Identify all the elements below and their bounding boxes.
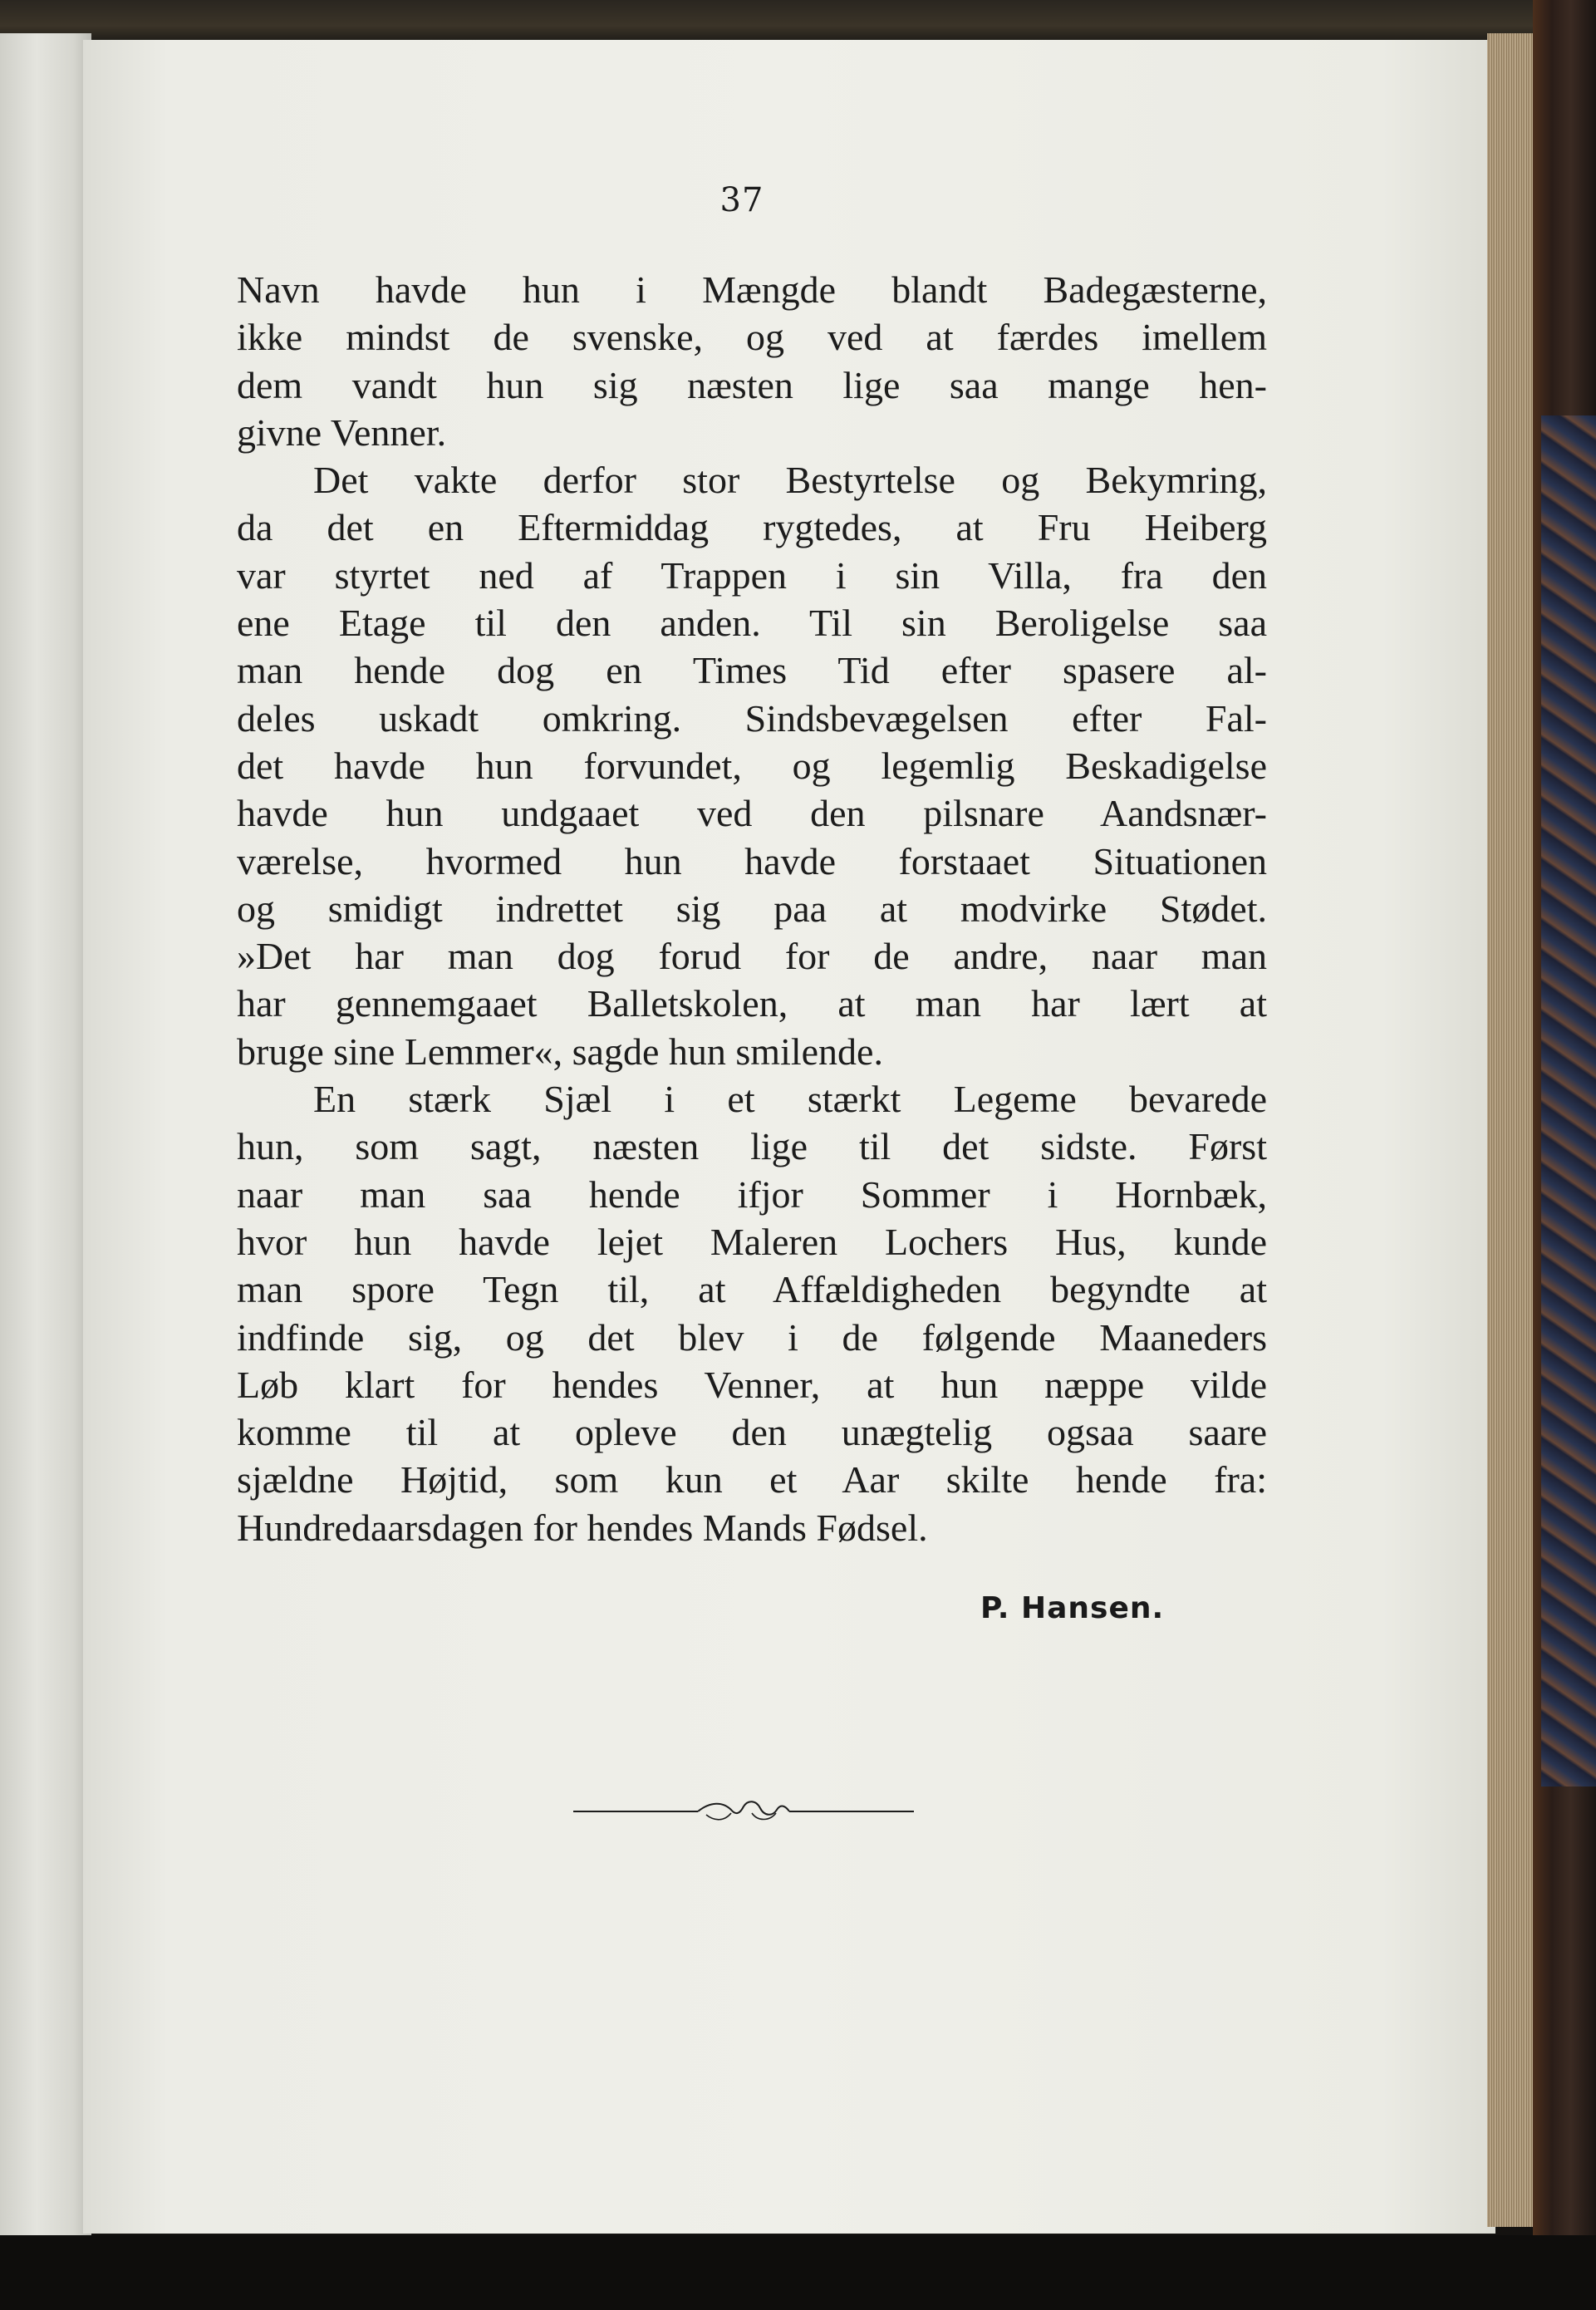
text-line: man hende dog en Times Tid efter spasere al-	[237, 649, 1267, 692]
text-line: »Det har man dog forud for de andre, naar man	[237, 935, 1267, 978]
author-signature: P. Hansen.	[980, 1591, 1165, 1625]
page-number: 37	[719, 181, 764, 219]
text-line: det havde hun forvundet, og legemlig Beskadigelse	[237, 744, 1267, 787]
paragraph-start-line: En stærk Sjæl i et stærkt Legeme bevarede	[313, 1078, 1267, 1121]
text-line: ene Etage til den anden. Til sin Beroligelse saa	[237, 602, 1267, 645]
text-line: hvor hun havde lejet Maleren Lochers Hus, kunde	[237, 1220, 1267, 1263]
text-line: Navn havde hun i Mængde blandt Badegæsterne,	[237, 268, 1267, 311]
text-line: Hundredaarsdagen for hendes Mands Fødsel.	[237, 1506, 928, 1549]
text-line: man spore Tegn til, at Affældigheden begyndte at	[237, 1268, 1267, 1311]
text-line: ikke mindst de svenske, og ved at færdes imellem	[237, 316, 1267, 359]
text-line: værelse, hvormed hun havde forstaaet Situationen	[237, 839, 1267, 882]
text-line: var styrtet ned af Trappen i sin Villa, fra den	[237, 553, 1267, 597]
marbled-endpaper	[1541, 415, 1596, 1787]
text-line: komme til at opleve den unægtelig ogsaa saare	[237, 1411, 1267, 1454]
page-edges	[1487, 33, 1537, 2227]
facing-page-edge	[0, 33, 91, 2260]
text-line: givne Venner.	[237, 410, 447, 454]
text-line: bruge sine Lemmer«, sagde hun smilende.	[237, 1030, 883, 1073]
paragraph-start-line: Det vakte derfor stor Bestyrtelse og Bekymring,	[313, 459, 1267, 502]
text-line: havde hun undgaaet ved den pilsnare Aandsnær-	[237, 792, 1267, 835]
text-line: har gennemgaaet Balletskolen, at man har lært at	[237, 982, 1267, 1025]
text-line: dem vandt hun sig næsten lige saa mange hen-	[237, 363, 1267, 406]
text-line: deles uskadt omkring. Sindsbevægelsen efter Fal-	[237, 696, 1267, 740]
text-line: sjældne Højtid, som kun et Aar skilte hende fra:	[237, 1458, 1267, 1502]
text-line: indfinde sig, og det blev i de følgende Maaneders	[237, 1315, 1267, 1359]
text-line: og smidigt indrettet sig paa at modvirke Stødet.	[237, 887, 1267, 930]
book-top-edge	[0, 0, 1596, 43]
text-line: hun, som sagt, næsten lige til det sidste. Først	[237, 1125, 1267, 1168]
text-line: naar man saa hende ifjor Sommer i Hornbæk,	[237, 1172, 1267, 1216]
text-line: da det en Eftermiddag rygtedes, at Fru Heiberg	[237, 506, 1267, 549]
book-bottom-edge	[0, 2235, 1596, 2310]
ornament-divider-icon	[573, 1795, 914, 1828]
text-line: Løb klart for hendes Venner, at hun næppe vilde	[237, 1363, 1267, 1406]
body-text	[237, 266, 1267, 1551]
